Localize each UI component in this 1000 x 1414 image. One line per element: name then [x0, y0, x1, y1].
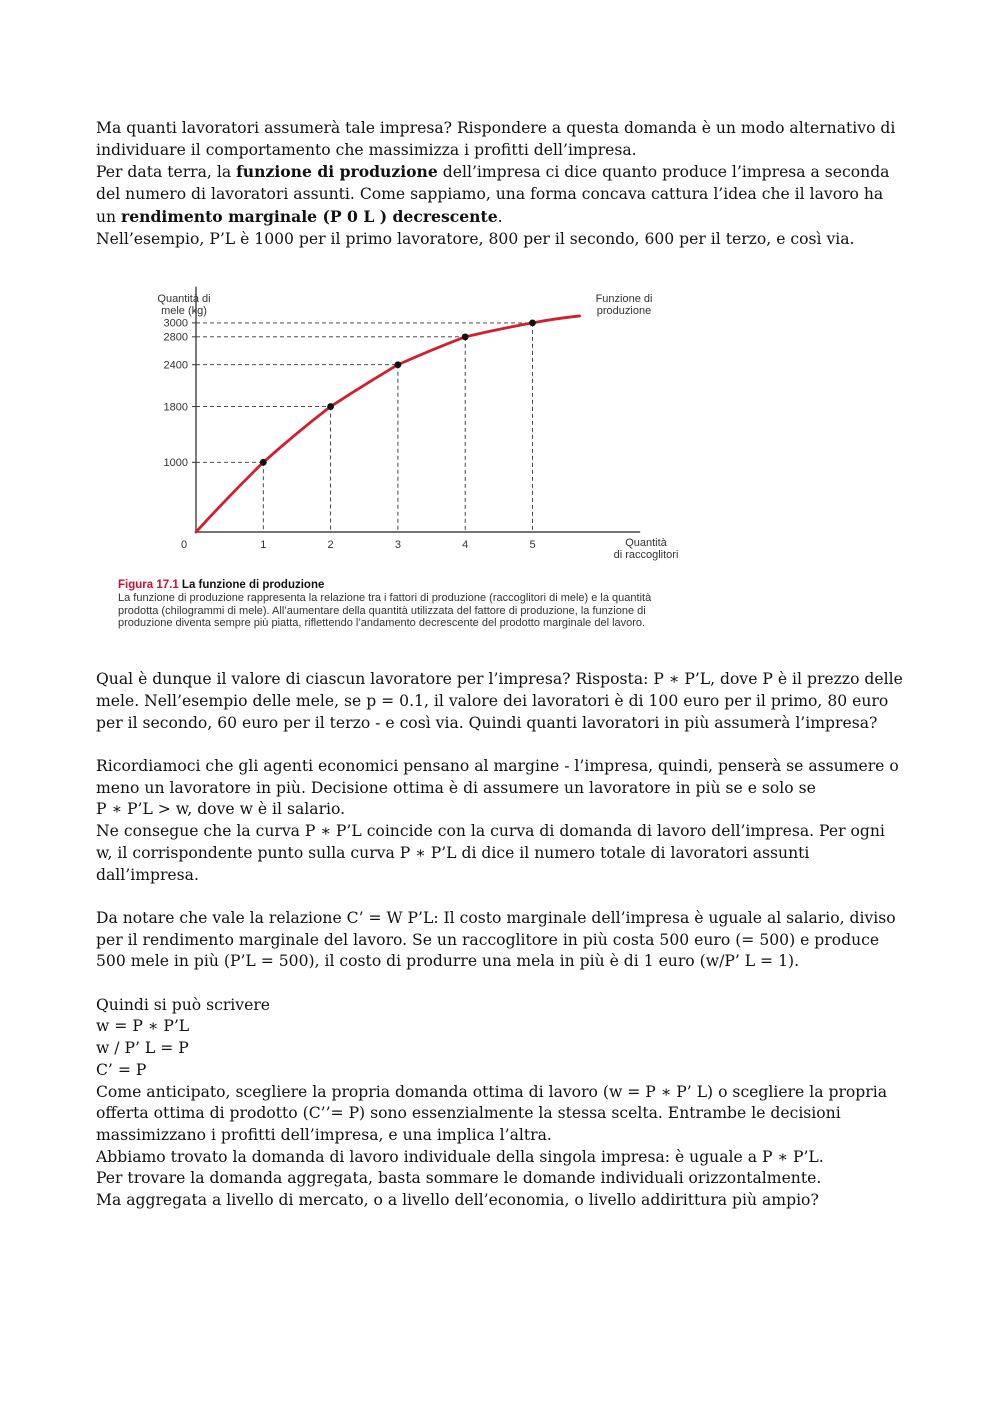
y-axis-label-line1: Quantità di: [157, 293, 211, 306]
equation-2: w / P’ L = P: [96, 1039, 189, 1058]
caption-number: Figura 17.1: [118, 579, 179, 592]
paragraph-individual-demand: Abbiamo trovato la domanda di lavoro individuale della singola impresa: è uguale a P ∗ P’L.: [96, 1147, 824, 1166]
caption-title-text: La funzione di produzione: [178, 579, 325, 592]
paragraph-intro: Ma quanti lavoratori assumerà tale impresa? Rispondere a questa domanda è un modo alternativo di individuare il comportamento che massimizza i profitti dell’impresa.: [96, 119, 896, 159]
x-axis-label-line2: di raccoglitori: [613, 549, 679, 562]
production-curve: [196, 316, 580, 532]
text-run: Per data terra, la: [96, 163, 237, 182]
paragraph-worker-value: Qual è dunque il valore di ciascun lavoratore per l’impresa? Risposta: P ∗ P’L, dove P è il prezzo delle mele. Nell’esempio delle mele, se p = 0.1, il valore dei lavoratori è di 100 euro per il primo, 80 euro per il secondo, 60 euro per il terzo - e così via. Quindi quanti lavoratori in più assumerà l’impresa?: [96, 670, 903, 732]
y-tick-label-1800: 1800: [163, 401, 188, 414]
figure-production-function: [114, 276, 684, 651]
data-point-1: [260, 459, 267, 466]
caption-body: La funzione di produzione rappresenta la relazione tra i fattori di produzione (raccoglitori di mele) e la quantità prodotta (chilogrammi di mele). All’aumentare della quantità utilizzata del fattore di produzione, la funzione di produzione diventa sempre più piatta, riflettendo l’andamento decrescente del prodotto marginale del lavoro.: [118, 592, 652, 629]
y-tick-label-2400: 2400: [163, 359, 188, 372]
curve-label-line1: Funzione di: [595, 293, 653, 306]
y-axis-label-line2: mele (kg): [161, 305, 207, 318]
x-axis-label-line1: Quantità: [625, 537, 667, 550]
paragraph-example: Nell’esempio, P’L è 1000 per il primo lavoratore, 800 per il secondo, 600 per il terzo, e così via.: [96, 229, 855, 248]
paragraph-demand-curve: Ne consegue che la curva P ∗ P’L coincide con la curva di domanda di lavoro dell’impresa. Per ogni w, il corrispondente punto sulla curva P ∗ P’L di dice il numero totale di lavoratori assunti dall’impresa.: [96, 822, 885, 884]
paragraph-aggregate-demand: Per trovare la domanda aggregata, basta sommare le domande individuali orizzontalmente.: [96, 1169, 822, 1188]
x-tick-label-3: 3: [394, 539, 401, 552]
x-tick-label-5: 5: [529, 539, 536, 552]
x-tick-label-1: 1: [260, 539, 267, 552]
paragraph-same-choice: Come anticipato, scegliere la propria domanda ottima di lavoro (w = P ∗ P’ L) o scegliere la propria offerta ottima di prodotto (C’’= P) sono essenzialmente la stessa scelta. Entrambe le decisioni massimizzano i profitti dell’impresa, e una implica l’altra.: [96, 1082, 888, 1144]
x-tick-label-2: 2: [327, 539, 334, 552]
document-page: [96, 118, 906, 1212]
text-run: dell’impresa ci dice quanto produce l’impresa a seconda del numero di lavoratori assunti. Come sappiamo, una forma concava cattura l’idea che il lavoro ha un: [96, 163, 890, 226]
paragraph-question: Ma aggregata a livello di mercato, o a livello dell’economia, o livello addirittura più ampio?: [96, 1191, 819, 1210]
bold-term-production-function: funzione di produzione: [236, 162, 438, 182]
equation-1: w = P ∗ P’L: [96, 1017, 190, 1036]
curve-label-line2: produzione: [596, 305, 652, 318]
data-point-4: [462, 334, 469, 341]
bold-term-marginal-return: rendimento marginale (P 0 L ) decrescente: [121, 206, 498, 226]
data-point-5: [529, 320, 536, 327]
data-point-3: [395, 362, 402, 369]
data-point-2: [327, 403, 334, 410]
y-tick-label-1000: 1000: [163, 457, 188, 470]
figure-caption: [118, 578, 678, 629]
equation-3: C’ = P: [96, 1060, 147, 1079]
x-tick-label-4: 4: [462, 539, 469, 552]
paragraph-marginal-cost: Da notare che vale la relazione C’ = W P’L: Il costo marginale dell’impresa è uguale al salario, diviso per il rendimento marginale del lavoro. Se un raccoglitore in più costa 500 euro (= 500) e produce 500 mele in più (P’L = 500), il costo di produrre una mela in più è di 1 euro (w/P’ L = 1).: [96, 908, 896, 971]
y-tick-label-2800: 2800: [163, 331, 188, 344]
origin-label: 0: [180, 539, 188, 552]
paragraph-so-we-write: Quindi si può scrivere: [96, 995, 270, 1014]
text-run: .: [497, 207, 503, 226]
paragraph-production-function: [96, 161, 906, 228]
paragraph-condition: P ∗ P’L > w, dove w è il salario.: [96, 800, 346, 819]
y-tick-label-3000: 3000: [163, 317, 188, 330]
paragraph-margin: Ricordiamoci che gli agenti economici pensano al margine - l’impresa, quindi, penserà se assumere o meno un lavoratore in più. Decisione ottima è di assumere un lavoratore in più se e solo se: [96, 757, 899, 797]
caption-title: [118, 578, 678, 592]
production-function-chart: [114, 276, 684, 576]
